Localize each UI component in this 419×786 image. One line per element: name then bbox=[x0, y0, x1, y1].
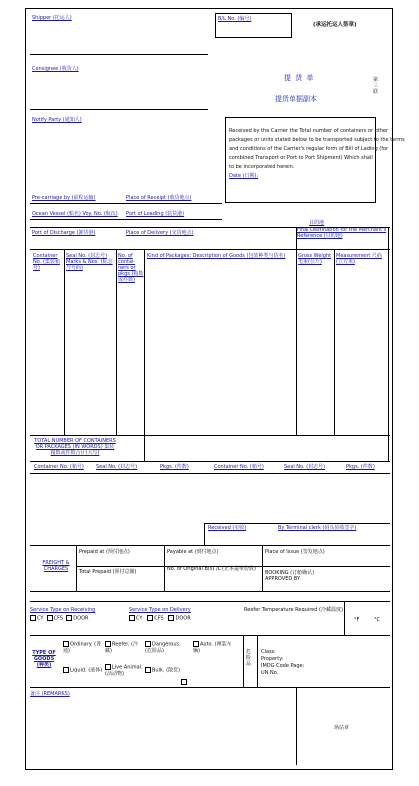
remarks-label: 备注 (REMARKS) bbox=[30, 691, 70, 697]
cfs-checkbox[interactable] bbox=[47, 615, 53, 621]
col-divider bbox=[64, 249, 65, 435]
place-of-delivery-label: Place of Delivery (交货地点) bbox=[126, 230, 194, 236]
col-divider bbox=[116, 249, 117, 435]
cy-checkbox[interactable] bbox=[30, 615, 36, 621]
prepaid-at-label: Prepaid at (预付地点) bbox=[79, 549, 130, 555]
dangerous-checkbox[interactable] bbox=[145, 641, 151, 647]
col-divider bbox=[334, 249, 335, 435]
property-label: Property: bbox=[261, 656, 284, 662]
reefer-temp-label: Reefer Temperature Required (冷藏温度) bbox=[244, 607, 343, 613]
live-animal-option bbox=[105, 664, 143, 677]
live-animal-checkbox[interactable] bbox=[105, 664, 111, 670]
cy-label: CY bbox=[37, 615, 44, 622]
divider bbox=[30, 687, 390, 688]
divider bbox=[30, 219, 222, 220]
divider bbox=[30, 435, 390, 436]
live-animal-label: Live Animal. (活动物) bbox=[105, 664, 143, 677]
col-divider bbox=[164, 545, 165, 591]
col-divider bbox=[262, 545, 263, 591]
cfs-checkbox[interactable] bbox=[147, 615, 153, 621]
vertical-copy-label: 第三联 bbox=[373, 77, 379, 95]
port-of-loading-label: Port of Loading (装货港) bbox=[126, 211, 185, 217]
container-no-label-2: Container No. (箱号) bbox=[214, 464, 264, 470]
reefer-option bbox=[105, 641, 143, 654]
service-delivery-options bbox=[129, 615, 191, 622]
door-checkbox[interactable] bbox=[168, 615, 174, 621]
service-receiving-options bbox=[30, 615, 89, 622]
liquid-checkbox[interactable] bbox=[63, 667, 69, 673]
ordinary-checkbox[interactable] bbox=[63, 641, 69, 647]
shipper-label: Shipper (托运人) bbox=[32, 15, 72, 21]
door-label: DOOR bbox=[175, 615, 191, 622]
bulk-checkbox[interactable] bbox=[145, 667, 151, 673]
ordinary-label: Ordinary. (普通) bbox=[63, 641, 102, 654]
cy-label: CY bbox=[136, 615, 143, 622]
col-divider bbox=[296, 227, 297, 435]
booking-label: BOOKING (订舱确认) bbox=[265, 570, 315, 576]
divider bbox=[30, 461, 390, 462]
measurement-header: Measurement 尺码(立方米) bbox=[336, 253, 382, 265]
date-label: Date (日期): bbox=[229, 173, 259, 179]
cfs-label: CFS bbox=[154, 615, 164, 622]
no-of-containers-header: No. of contai-ners or pkgs (箱数或件数) bbox=[118, 253, 144, 283]
consignee-label: Consignee (收货人) bbox=[32, 66, 79, 72]
freight-label: FREIGHT & CHARGES bbox=[42, 560, 70, 572]
by-terminal-label: By Terminal clerk (码头验收签字) bbox=[278, 525, 357, 531]
divider bbox=[30, 601, 390, 602]
service-receiving-label: Service Type on Receiving bbox=[30, 607, 96, 613]
divider bbox=[204, 523, 390, 524]
carrier-terms-box bbox=[225, 117, 405, 203]
port-of-discharge-label: Port of Discharge (卸货港) bbox=[32, 230, 96, 236]
cfs-label: CFS bbox=[53, 615, 64, 622]
terms-line: packages or units stated below to be transported subject to the terms bbox=[229, 137, 405, 143]
kind-of-packages-header: Kind of Packages; Description of Goods (包装种类与货名) bbox=[147, 253, 286, 259]
terms-line: combined Transport or Port to Port Shipment) Which shall bbox=[229, 155, 373, 161]
divider bbox=[30, 591, 390, 592]
divider bbox=[30, 109, 208, 110]
dangerous-option bbox=[145, 641, 187, 654]
divider bbox=[30, 54, 208, 55]
un-no-label: UN No. bbox=[261, 670, 279, 676]
container-no-header: Container No. (集装箱号) bbox=[33, 253, 60, 271]
doc-title-sub: 提货单据副本 bbox=[275, 95, 317, 103]
col-divider bbox=[204, 523, 205, 545]
doc-title-top: 提 货 单 bbox=[284, 74, 315, 82]
terms-line: Received by the Carrier the Total number of containers or other bbox=[229, 128, 389, 134]
type-of-goods-label: TYPE OF GOODS (种类) bbox=[32, 650, 56, 668]
ocean-vessel-label: Ocean Vessel (船名) Voy. No. (航次) bbox=[32, 211, 118, 217]
reefer-label: Reefer. (冷藏) bbox=[105, 641, 138, 654]
celsius-label: °C bbox=[374, 617, 380, 623]
payable-at-label: Payable at (到付地点) bbox=[167, 549, 219, 555]
no-original-bl-label: No. of Original B(s) /L (正本提单份数) bbox=[167, 566, 256, 572]
ordinary-option bbox=[63, 641, 103, 654]
pkgs-label-2: Pkgs. (件数) bbox=[346, 464, 375, 470]
total-prepaid-label: Total Prepaid (预付总额) bbox=[79, 569, 137, 575]
service-delivery-label: Service Type on Delivery bbox=[129, 607, 191, 613]
container-no-label: Container No. (箱号) bbox=[34, 464, 84, 470]
stamp-label: 场站章 bbox=[334, 725, 350, 731]
dangerous-goods-vertical: 危险品 bbox=[246, 649, 252, 667]
divider bbox=[30, 635, 390, 636]
document-page bbox=[25, 8, 405, 770]
col-divider bbox=[144, 249, 145, 461]
reefer-checkbox[interactable] bbox=[105, 641, 111, 647]
final-destination-head: 目的地 bbox=[309, 220, 325, 226]
seal-marks-header: Seal No. (封志号) Marks & Nos. (标志与号码) bbox=[66, 253, 113, 271]
col-divider bbox=[257, 635, 258, 687]
bl-no-label: B/L No. (编号) bbox=[218, 16, 252, 22]
gross-weight-header: Gross Weight 毛重(公斤) bbox=[298, 253, 332, 265]
place-of-issue-label: Place of Issue (签发地点) bbox=[265, 549, 325, 555]
cy-checkbox[interactable] bbox=[129, 615, 135, 621]
fahrenheit-label: °F bbox=[354, 617, 360, 623]
class-label: Class: bbox=[261, 649, 276, 655]
seal-no-label-2: Seal No. (封志号) bbox=[284, 464, 326, 470]
precarriage-label: Pre-carriage by (前程运输) bbox=[32, 195, 96, 201]
door-checkbox[interactable] bbox=[66, 615, 72, 621]
terms-line: to be incorporated herein. bbox=[229, 164, 295, 170]
auto-checkbox[interactable] bbox=[193, 641, 199, 647]
place-of-receipt-label: Place of Receipt (收货地点) bbox=[126, 195, 192, 201]
auto-option bbox=[193, 641, 237, 654]
pkgs-label: Pkgs. (件数) bbox=[160, 464, 189, 470]
carrier-stamp-label: (承运托运人签章) bbox=[313, 22, 357, 28]
bulk-label: Bulk. (散货) bbox=[152, 667, 180, 674]
divider bbox=[30, 473, 390, 474]
col-divider bbox=[344, 601, 345, 635]
terms-line: and conditions of the Carrier's regular form of Bill of Lading (for bbox=[229, 146, 389, 152]
imdg-label: IMDG Code Page: bbox=[261, 663, 305, 669]
col-divider bbox=[243, 635, 244, 687]
door-label: DOOR bbox=[73, 615, 89, 622]
notify-party-label: Notify Party (通知人) bbox=[32, 117, 82, 123]
seal-no-label: Seal No. (封志号) bbox=[96, 464, 138, 470]
divider bbox=[30, 545, 390, 546]
divider bbox=[30, 227, 390, 228]
dangerous-label: Dangerous. (危险品) bbox=[145, 641, 181, 654]
col-divider bbox=[76, 545, 77, 591]
received-label: Received (实收) bbox=[208, 525, 247, 531]
divider bbox=[30, 249, 390, 250]
col-divider bbox=[296, 687, 297, 765]
divider bbox=[30, 203, 222, 204]
unlabeled-checkbox[interactable] bbox=[181, 679, 187, 685]
auto-label: Auto. (裸装车辆) bbox=[193, 641, 232, 654]
liquid-option bbox=[63, 667, 103, 674]
final-destination-label: Final Destination for the Merchant's Reference (目的地) bbox=[297, 227, 387, 239]
total-no-label: TOTAL NUMBER OF CONTAINERS OR PACKAGES (IN WORDS) 集装箱数或件数合计(大写) bbox=[34, 438, 116, 456]
col-divider bbox=[388, 227, 389, 461]
bl-no-field[interactable] bbox=[215, 13, 292, 38]
approved-by-label: APPROVED BY bbox=[265, 576, 301, 582]
liquid-label: Liquid. (液体) bbox=[70, 667, 103, 674]
